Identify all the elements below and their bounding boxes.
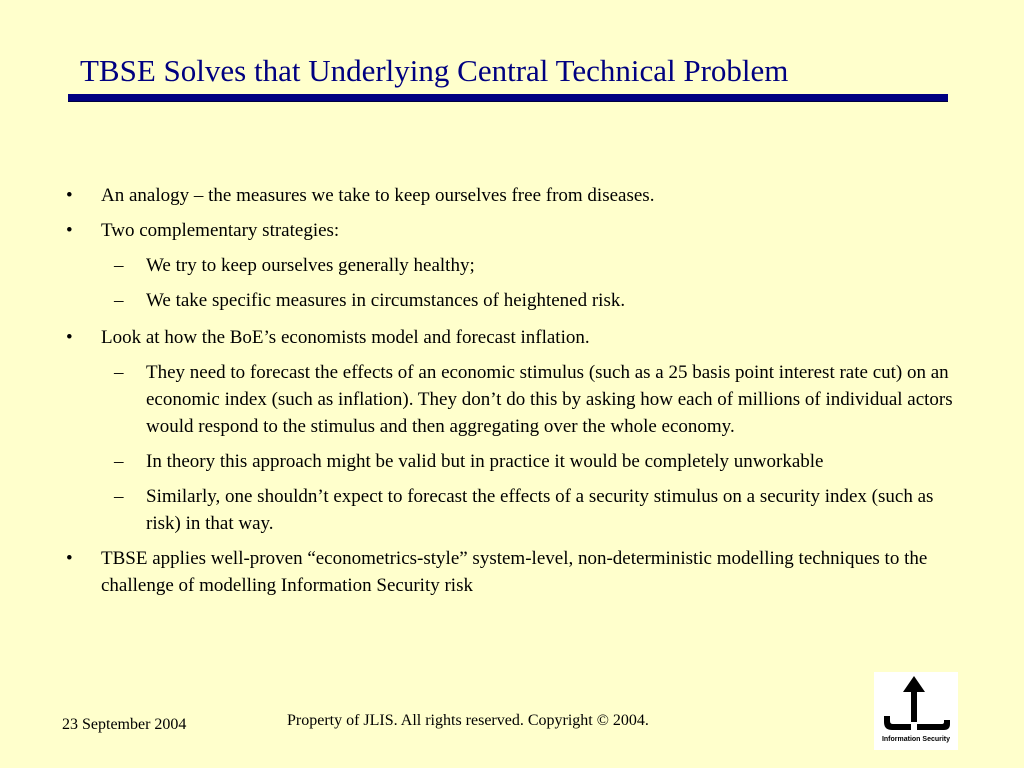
bullet-text: Two complementary strategies:	[101, 220, 340, 241]
bullet-marker: •	[66, 185, 73, 206]
dash-marker: –	[114, 486, 124, 507]
bullet-text: We try to keep ourselves generally healthy;	[146, 255, 475, 276]
logo-caption: Information Security	[881, 736, 951, 743]
bullet-text: We take specific measures in circumstances of heightened risk.	[146, 290, 626, 311]
title-underline	[68, 94, 948, 102]
sub-bullet-item	[66, 359, 956, 440]
bullet-item	[66, 324, 956, 351]
sub-bullet-item	[66, 252, 956, 279]
bullet-text: Similarly, one shouldn’t expect to forecast the effects of a security stimulus on a security index (such as risk) in that way.	[146, 486, 934, 534]
sub-bullet-item	[66, 287, 956, 314]
bullet-item	[66, 545, 956, 599]
bullet-text: Look at how the BoE’s economists model and forecast inflation.	[101, 327, 590, 348]
dash-marker: –	[114, 362, 124, 383]
bullet-list	[66, 182, 956, 599]
bullet-marker: •	[66, 327, 73, 348]
jlis-logo	[874, 672, 958, 750]
bullet-text: They need to forecast the effects of an economic stimulus (such as a 25 basis point interest rate cut) on an economic index (such as inflation). They don’t do this by asking how each of millions of individual actors would respond to the stimulus and then aggregating over the whole economy.	[146, 362, 953, 437]
dash-marker: –	[114, 451, 124, 472]
bullet-item	[66, 182, 956, 209]
sub-bullet-item	[66, 448, 956, 475]
bullet-marker: •	[66, 548, 73, 569]
bullet-text: An analogy – the measures we take to keep ourselves free from diseases.	[101, 185, 655, 206]
footer-copyright: Property of JLIS. All rights reserved. Copyright © 2004.	[287, 712, 649, 729]
bullet-marker: •	[66, 220, 73, 241]
sub-bullet-item	[66, 483, 956, 537]
jl-mark-icon	[874, 672, 958, 736]
bullet-text: In theory this approach might be valid but in practice it would be completely unworkable	[146, 451, 824, 472]
bullet-item	[66, 217, 956, 244]
slide-title: TBSE Solves that Underlying Central Technical Problem	[80, 53, 789, 88]
footer-date: 23 September 2004	[62, 716, 187, 733]
dash-marker: –	[114, 255, 124, 276]
dash-marker: –	[114, 290, 124, 311]
bullet-text: TBSE applies well-proven “econometrics-style” system-level, non-deterministic modelling techniques to the challenge of modelling Information Security risk	[101, 548, 928, 596]
